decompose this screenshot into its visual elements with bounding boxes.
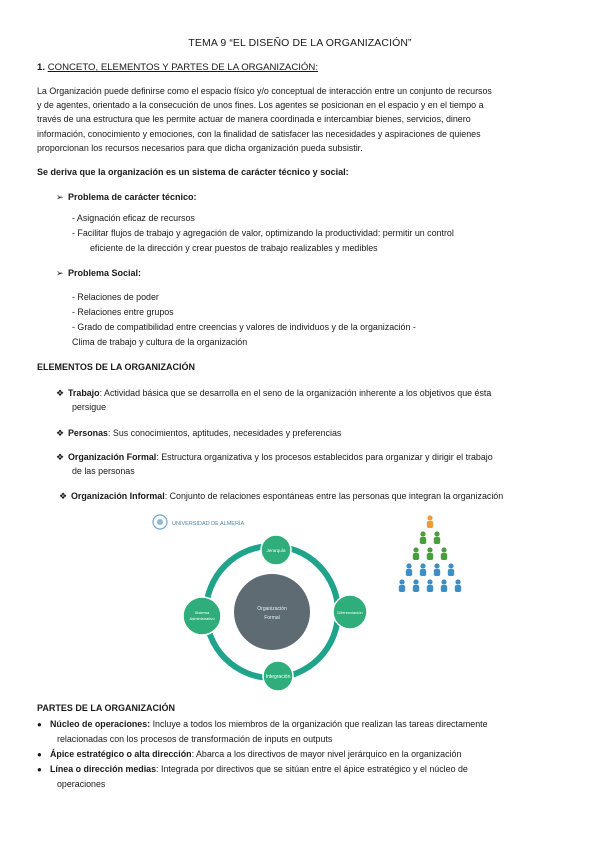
list-item: - Relaciones entre grupos: [72, 307, 174, 317]
node-label-left-line2: Administrativo: [189, 616, 215, 621]
list-item: Clima de trabajo y cultura de la organización: [72, 337, 248, 347]
paragraph-line: proporcionan los recursos necesarios para que dicha organización pueda subsistir.: [37, 142, 363, 153]
person-icon: [434, 531, 440, 544]
list-item: - Facilitar flujos de trabajo y agregación de valor, optimizando la productividad: permitir un control: [72, 228, 454, 238]
round-bullet-icon: ●: [37, 765, 42, 774]
person-icon: [427, 515, 433, 528]
part-term: Línea o dirección medias: [50, 764, 157, 774]
element-term: Personas: [68, 428, 108, 438]
element-item-trabajo: [56, 386, 576, 414]
part-text: : Integrada por directivos que se sitúan entre el ápice estratégico y el núcleo de: [156, 764, 468, 774]
list-item: eficiente de la dirección y crear puestos de trabajo realizables y medibles: [90, 243, 378, 253]
element-text: : Sus conocimientos, aptitudes, necesidades y preferencias: [107, 428, 342, 438]
paragraph-line: información, conocimiento y emociones, con la finalidad de satisfacer las necesidades y aspiraciones de quienes: [37, 128, 481, 139]
people-hierarchy-illustration: [390, 510, 470, 600]
diamond-bullet-icon: ❖: [56, 388, 65, 398]
part-text: Incluye a todos los miembros de la organización que realizan las tareas directamente: [150, 719, 488, 729]
node-label-right: Diferenciación: [337, 610, 363, 615]
person-icon: [441, 547, 447, 560]
part-term: Ápice estratégico o alta dirección: [50, 749, 192, 759]
diamond-bullet-icon: ❖: [56, 452, 65, 462]
element-item-organizacion-formal: [56, 450, 576, 478]
university-logo: [153, 515, 244, 529]
person-icon: [420, 531, 426, 544]
center-label-line1: Organización: [257, 606, 287, 612]
page-title: TEMA 9 “EL DISEÑO DE LA ORGANIZACIÓN”: [188, 37, 412, 49]
element-text: : Actividad básica que se desarrolla en el seno de la organización inherente a los objetivos que ésta: [99, 388, 492, 398]
technical-problem-list: [72, 211, 454, 256]
person-icon: [434, 563, 440, 576]
elements-heading: ELEMENTOS DE LA ORGANIZACIÓN: [37, 362, 196, 372]
element-term: Trabajo: [68, 388, 100, 398]
part-term: Núcleo de operaciones:: [50, 719, 151, 729]
section-heading: [37, 62, 318, 73]
element-text: : Conjunto de relaciones espontáneas entre las personas que integran la organización: [164, 491, 504, 501]
element-term: Organización Informal: [71, 491, 165, 501]
technical-problem-heading: [56, 192, 197, 203]
parts-heading: PARTES DE LA ORGANIZACIÓN: [37, 703, 176, 713]
node-label-bottom: Integración: [265, 674, 291, 680]
person-icon: [427, 579, 433, 592]
paragraph-line: y de agentes, orientado a la consecución de unos fines. Los agentes se posicionan en el espacio y en el tiempo a: [37, 100, 484, 111]
part-text: : Abarca a los directivos de mayor nivel jerárquico en la organización: [191, 749, 462, 759]
paragraph-line: través de una estructura que les permite actuar de manera coordinada e intercambiar bienes, servicios, dinero: [37, 114, 471, 125]
system-statement: Se deriva que la organización es un sistema de carácter técnico y social:: [37, 167, 349, 177]
diamond-bullet-icon: ❖: [56, 428, 65, 438]
person-icon: [441, 579, 447, 592]
diamond-bullet-icon: ❖: [59, 491, 68, 501]
node-label-left-line1: Sistema: [194, 610, 210, 615]
list-item: - Grado de compatibilidad entre creencias y valores de individuos y de la organización -: [72, 322, 416, 332]
element-text: : Estructura organizativa y los procesos establecidos para organizar y dirigir el trabajo: [156, 452, 493, 462]
element-item-organizacion-informal: [59, 489, 584, 503]
element-continuation: persigue: [72, 402, 107, 412]
section-title: CONCETO, ELEMENTOS Y PARTES DE LA ORGANIZACIÓN:: [47, 62, 318, 73]
paragraph-line: La Organización puede definirse como el espacio físico y/o conceptual de interacción entre un conjunto de recursos: [37, 86, 492, 96]
element-term: Organización Formal: [68, 452, 157, 462]
arrow-bullet-icon: ➢: [56, 268, 64, 278]
part-item-linea-media: [37, 762, 577, 791]
person-icon: [399, 579, 405, 592]
person-icon: [427, 547, 433, 560]
person-icon: [413, 547, 419, 560]
element-item-personas: [56, 426, 576, 440]
section-number: 1.: [37, 62, 46, 73]
university-logo-text: UNIVERSIDAD DE ALMERÍA: [172, 521, 245, 527]
university-seal-core: [157, 519, 163, 525]
person-icon: [455, 579, 461, 592]
part-item-apice: [37, 747, 577, 762]
part-item-nucleo: [37, 717, 577, 746]
round-bullet-icon: ●: [37, 720, 42, 729]
round-bullet-icon: ●: [37, 750, 42, 759]
formal-organization-diagram: [150, 512, 390, 692]
list-item: - Asignación eficaz de recursos: [72, 213, 195, 223]
person-icon: [406, 563, 412, 576]
center-label-line2: Formal: [264, 615, 280, 621]
part-continuation: operaciones: [57, 779, 106, 789]
person-icon: [413, 579, 419, 592]
diagram-center-node: [234, 574, 310, 650]
person-icon: [448, 563, 454, 576]
list-item: - Relaciones de poder: [72, 292, 159, 302]
technical-problem-label: Problema de carácter técnico:: [68, 192, 197, 202]
social-problem-heading: [56, 268, 141, 279]
person-icon: [420, 563, 426, 576]
social-problem-label: Problema Social:: [68, 268, 142, 278]
node-label-top: Jerarquía: [266, 548, 286, 553]
arrow-bullet-icon: ➢: [56, 192, 64, 202]
element-continuation: de las personas: [72, 466, 135, 476]
social-problem-list: [72, 290, 416, 335]
part-continuation: relacionadas con los procesos de transformación de inputs en outputs: [57, 734, 333, 744]
definition-paragraph: [37, 84, 567, 155]
